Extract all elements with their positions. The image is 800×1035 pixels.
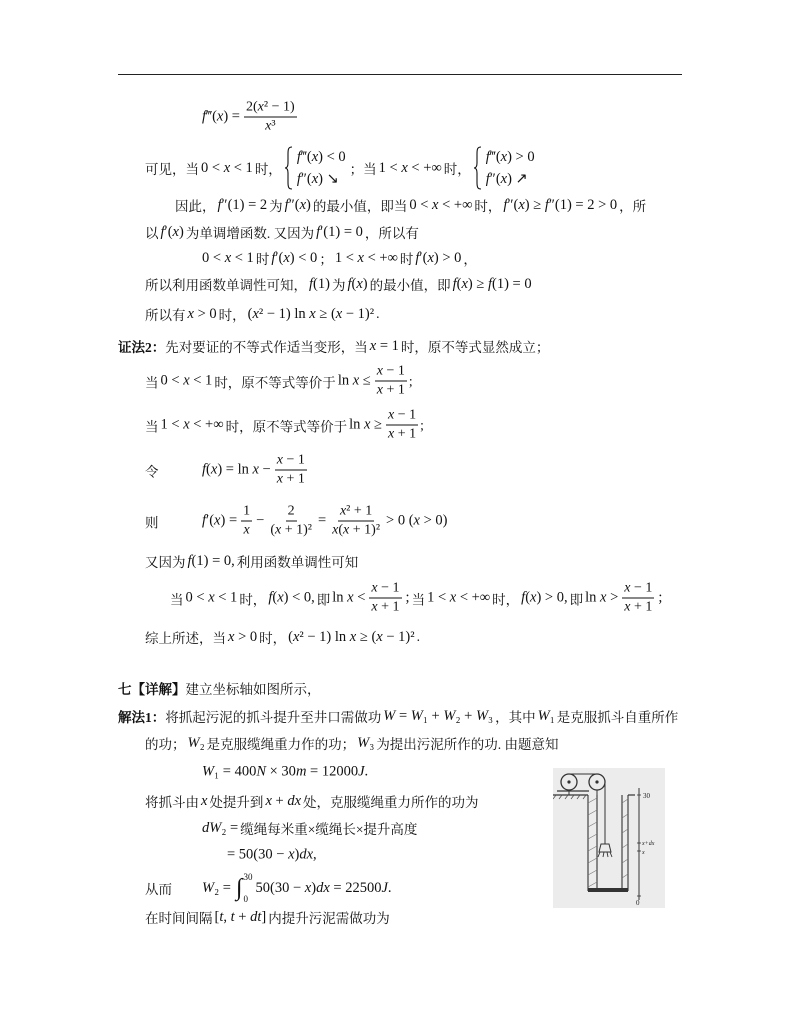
line-11-numerator: x − 1 xyxy=(275,453,307,471)
line-18-text-1: 的功； xyxy=(145,737,186,752)
line-12-fraction-2 xyxy=(268,504,314,539)
line-9-text-3: ; xyxy=(408,373,413,388)
equation-f-triple-prime xyxy=(200,100,299,135)
line-14-text-2: 时， xyxy=(239,592,267,607)
line-3-math-3: 0 < x < +∞ xyxy=(409,196,473,213)
line-8 xyxy=(118,336,549,356)
line-14-numerator-2: x − 1 xyxy=(622,581,654,599)
line-15 xyxy=(145,627,420,647)
integral-lower-limit: 0 xyxy=(243,894,249,904)
line-13 xyxy=(145,551,358,571)
line-11-fraction xyxy=(275,453,307,488)
line-21-math-1: dW₂ = xyxy=(202,819,239,836)
line-15-text-1: 综上所述，当 xyxy=(145,631,226,646)
left-brace-icon xyxy=(284,146,293,190)
line-2-math-2: 1 < x < +∞ xyxy=(378,159,442,176)
line-7 xyxy=(145,304,379,324)
line-11-denominator: x + 1 xyxy=(276,471,305,487)
line-2 xyxy=(145,146,539,190)
line-17-math-2: W₁ xyxy=(537,707,555,724)
line-9-math-1: 0 < x < 1 xyxy=(160,372,213,389)
line-13-text-1: 又因为 xyxy=(145,555,186,570)
eq1-denominator: x³ xyxy=(265,118,276,134)
line-14-text-5: 时， xyxy=(492,592,520,607)
line-10-text-3: ; xyxy=(420,417,424,432)
line-6-math-3: f(x) ≥ f(1) = 0 xyxy=(452,275,532,292)
axis-label-bottom: 0 xyxy=(636,899,640,907)
line-20-math-2: x + dx xyxy=(265,792,301,809)
integral-limits xyxy=(244,872,253,904)
line-4-text-3: ，所以有 xyxy=(364,226,419,241)
line-7-math-1: x > 0 xyxy=(187,305,217,322)
line-12-label: 则 xyxy=(145,515,159,530)
line-24-text-2: 内提升污泥需做功为 xyxy=(268,911,390,926)
line-18-math-1: W₂ xyxy=(187,734,205,751)
cases-block-2 xyxy=(473,146,537,190)
line-6-text-1: 所以利用函数单调性可知， xyxy=(145,278,307,293)
line-14-math-8: ; xyxy=(658,589,663,606)
line-12 xyxy=(145,504,450,539)
line-17-text-3: 是克服抓斗自重所作 xyxy=(556,710,679,725)
line-12-denominator-3: x(x + 1)² xyxy=(332,522,381,538)
line-8-text-2: 时，原不等式显然成立； xyxy=(400,340,550,355)
line-14-numerator-1: x − 1 xyxy=(369,581,401,599)
line-12-math-1: f′(x) = xyxy=(202,512,238,529)
header-rule xyxy=(118,74,682,75)
line-20 xyxy=(145,791,479,811)
line-12-math-4: > 0 (x > 0) xyxy=(386,512,448,529)
well-bottom xyxy=(588,888,628,892)
case-2-row-1: f‴(x) > 0 xyxy=(485,149,535,165)
line-17-math-1: W = W₁ + W₂ + W₃ xyxy=(383,707,494,724)
line-15-math-2: (x² − 1) ln x ≥ (x − 1)² xyxy=(288,628,415,645)
line-3-math-2: f″(x) xyxy=(284,196,311,213)
line-5-math-2: f′(x) < 0 xyxy=(271,249,318,266)
axis-label-x: x xyxy=(642,850,645,856)
line-12-fraction-3 xyxy=(330,504,382,539)
line-3-math-4: f″(x) ≥ f″(1) = 2 > 0 xyxy=(503,196,618,213)
line-9-denominator: x + 1 xyxy=(376,382,405,398)
line-14-text-4: 当 xyxy=(411,592,426,607)
line-5-math-3: 1 < x < +∞ xyxy=(334,249,398,266)
line-21-text-1: 缆绳每米重×缆绳长×提升高度 xyxy=(240,822,418,837)
cases-rows-2 xyxy=(484,146,537,190)
line-5-math-1: 0 < x < 1 xyxy=(202,249,254,266)
section-seven-heading: 七【详解】 xyxy=(118,682,186,697)
line-15-text-3: . xyxy=(416,629,420,644)
line-4 xyxy=(145,222,419,242)
line-3-text-1: 因此， xyxy=(175,199,216,214)
line-11-label: 令 xyxy=(145,464,159,479)
line-12-denominator-1: x xyxy=(243,522,250,538)
line-6-math-2: f(x) xyxy=(347,275,368,292)
case-1-row-1: f‴(x) < 0 xyxy=(296,149,346,165)
pulley-right-axle xyxy=(595,780,598,783)
line-14-math-1: 0 < x < 1 xyxy=(185,589,238,606)
line-15-text-2: 时， xyxy=(259,631,287,646)
line-5 xyxy=(200,248,477,268)
line-6 xyxy=(145,274,534,294)
line-5-text-1: 时 xyxy=(255,252,270,267)
line-6-text-2: 为 xyxy=(331,278,346,293)
line-10-math-2: ln x ≥ xyxy=(349,416,383,433)
line-17-text-1: 将抓起污泥的抓斗提升至井口需做功 xyxy=(165,710,382,725)
line-11 xyxy=(145,453,309,488)
line-10-numerator: x − 1 xyxy=(386,408,418,426)
line-8-text-1: 先对要证的不等式作适当变形，当 xyxy=(165,340,368,355)
line-5-text-4: ， xyxy=(463,252,477,267)
line-10-denominator: x + 1 xyxy=(388,426,417,442)
line-3-text-2: 为 xyxy=(269,199,283,214)
figure-background xyxy=(553,768,665,908)
line-20-text-1: 将抓斗由 xyxy=(145,795,199,810)
line-10-text-2: 时，原不等式等价于 xyxy=(225,419,348,434)
line-20-text-2: 处提升到 xyxy=(209,795,264,810)
line-23-math-2: 50(30 − x)dx = 22500J. xyxy=(255,879,392,896)
line-14-denominator-1: x + 1 xyxy=(371,599,400,615)
line-9-text-2: 时，原不等式等价于 xyxy=(214,375,336,390)
well-pulley-diagram xyxy=(553,768,665,908)
line-22 xyxy=(225,847,319,864)
line-18-text-3: 为提出污泥所作的功. 由题意知 xyxy=(376,737,559,752)
line-5-text-3: 时 xyxy=(399,252,414,267)
definite-integral xyxy=(236,872,253,904)
line-11-math-1: f(x) = ln x − xyxy=(202,461,271,478)
line-17 xyxy=(118,706,678,726)
line-20-text-3: 处，克服缆绳重力所作的功为 xyxy=(303,795,479,810)
axis-label-x-plus-dx: x+dx xyxy=(642,841,655,847)
integral-sign: ∫ xyxy=(235,875,243,901)
line-7-text-3: . xyxy=(376,306,380,321)
solution-1-heading: 解法1： xyxy=(118,710,166,725)
line-9-math-2: ln x ≤ xyxy=(337,372,371,389)
line-19 xyxy=(200,764,370,781)
case-2-row-2: f″(x) ↗ xyxy=(485,171,528,187)
line-14-denominator-2: x + 1 xyxy=(624,599,653,615)
line-4-text-2: 为单调增函数. 又因为 xyxy=(185,226,315,241)
axis-label-top: 30 xyxy=(643,792,650,800)
line-12-math-3: = xyxy=(317,512,327,529)
line-8-math-1: x = 1 xyxy=(369,337,399,354)
line-14-text-1: 当 xyxy=(170,592,184,607)
line-2-math-1: 0 < x < 1 xyxy=(201,159,253,176)
line-12-math-2: − xyxy=(256,512,265,529)
line-3-text-5: ，所 xyxy=(619,199,647,214)
line-3-math-1: f″(1) = 2 xyxy=(217,196,268,213)
line-22-math-1: = 50(30 − x)dx, xyxy=(227,846,317,863)
line-2-text-3: ；当 xyxy=(349,162,377,177)
cases-block-1 xyxy=(284,146,348,190)
line-10-fraction xyxy=(386,408,418,443)
line-21 xyxy=(200,818,417,838)
line-14-fraction-2 xyxy=(622,581,654,616)
eq1-lhs: f‴(x) = xyxy=(202,108,240,125)
line-7-text-1: 所以有 xyxy=(145,308,186,323)
line-23-label: 从而 xyxy=(145,882,172,897)
line-7-math-2: (x² − 1) ln x ≥ (x − 1)² xyxy=(247,305,375,322)
line-19-math-1: W₁ = 400N × 30m = 12000J. xyxy=(202,763,369,780)
eq1-numerator: 2(x² − 1) xyxy=(244,100,297,118)
line-14-text-3: 即 xyxy=(316,592,331,607)
line-13-text-2: 利用函数单调性可知 xyxy=(236,555,359,570)
line-17-text-2: ，其中 xyxy=(495,710,536,725)
line-23 xyxy=(145,872,394,904)
line-9-numerator: x − 1 xyxy=(375,364,407,382)
line-18 xyxy=(145,733,559,753)
line-4-math-2: f′(1) = 0 xyxy=(316,223,363,240)
line-12-denominator-2: (x + 1)² xyxy=(270,522,312,538)
line-14-math-4: ; xyxy=(405,589,410,606)
line-10-math-1: 1 < x < +∞ xyxy=(160,416,224,433)
line-2-text-4: 时， xyxy=(443,162,471,177)
line-13-math-1: f(1) = 0, xyxy=(187,552,235,569)
integral-upper-limit: 30 xyxy=(243,872,253,882)
line-2-text-2: 时， xyxy=(254,162,282,177)
line-14 xyxy=(170,581,664,616)
line-24-text-1: 在时间间隔 xyxy=(145,911,213,926)
line-16-text-1: 建立坐标轴如图所示， xyxy=(185,682,321,697)
line-14-text-6: 即 xyxy=(569,592,584,607)
line-20-math-1: x xyxy=(201,792,208,809)
line-24 xyxy=(145,907,390,927)
line-16 xyxy=(118,678,321,698)
line-6-math-1: f(1) xyxy=(309,275,330,292)
line-3 xyxy=(175,195,646,215)
cases-rows-1 xyxy=(295,146,348,190)
line-14-math-2: f(x) < 0, xyxy=(268,589,315,606)
line-14-math-5: 1 < x < +∞ xyxy=(427,589,491,606)
line-10 xyxy=(145,408,424,443)
line-12-numerator-3: x² + 1 xyxy=(338,504,374,522)
line-7-text-2: 时， xyxy=(218,308,246,323)
line-10-text-1: 当 xyxy=(145,419,159,434)
proof-2-heading: 证法2： xyxy=(118,340,166,355)
line-9-text-1: 当 xyxy=(145,375,159,390)
line-18-math-2: W₃ xyxy=(357,734,375,751)
line-5-math-4: f′(x) > 0 xyxy=(415,249,462,266)
line-3-text-3: 的最小值，即当 xyxy=(312,199,408,214)
left-brace-icon xyxy=(473,146,482,190)
line-6-text-3: 的最小值，即 xyxy=(369,278,451,293)
line-5-text-2: ； xyxy=(319,252,333,267)
line-4-math-1: f′(x) xyxy=(160,223,184,240)
line-14-fraction-1 xyxy=(369,581,401,616)
case-1-row-2: f″(x) ↘ xyxy=(296,171,339,187)
line-12-numerator-1: 1 xyxy=(241,504,252,522)
line-23-math-1: W₂ = xyxy=(202,879,231,896)
line-12-fraction-1 xyxy=(241,504,252,539)
line-18-text-2: 是克服缆绳重力作的功； xyxy=(206,737,356,752)
line-15-math-1: x > 0 xyxy=(228,628,258,645)
line-9 xyxy=(145,364,413,399)
line-2-text-1: 可见，当 xyxy=(145,162,199,177)
line-4-text-1: 以 xyxy=(145,226,159,241)
line-9-fraction xyxy=(375,364,407,399)
line-3-text-4: 时， xyxy=(474,199,502,214)
line-14-math-6: f(x) > 0, xyxy=(521,589,568,606)
pulley-left-axle xyxy=(567,780,570,783)
line-24-math-1: [t, t + dt] xyxy=(214,908,267,925)
line-12-numerator-2: 2 xyxy=(286,504,297,522)
eq1-fraction xyxy=(244,100,297,135)
line-14-math-3: ln x < xyxy=(332,589,366,606)
line-14-math-7: ln x > xyxy=(585,589,619,606)
